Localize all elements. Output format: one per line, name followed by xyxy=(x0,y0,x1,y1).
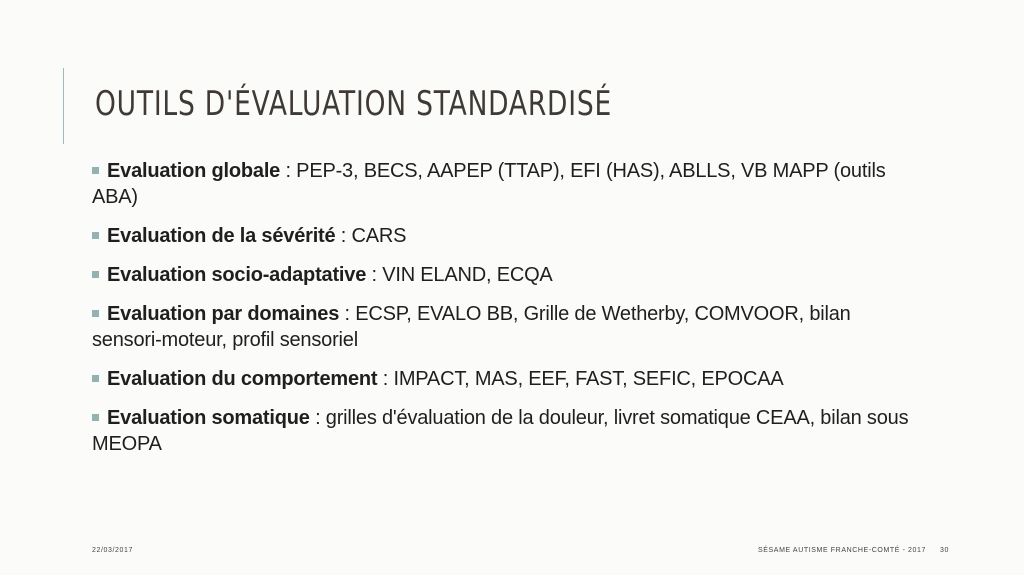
bullet-square-icon xyxy=(92,310,99,317)
bullet-item xyxy=(92,262,922,288)
footer-organization: SÉSAME AUTISME FRANCHE-COMTÉ - 2017 xyxy=(758,547,927,554)
bullet-item xyxy=(92,158,922,210)
bullet-square-icon xyxy=(92,375,99,382)
bullet-item xyxy=(92,366,922,392)
bullet-text: : PEP-3, BECS, AAPEP (TTAP), EFI (HAS), ABLLS, VB MAPP (outils ABA) xyxy=(92,160,886,208)
bullet-term: Evaluation socio-adaptative xyxy=(107,264,367,286)
bullet-text: : VIN ELAND, ECQA xyxy=(366,264,553,286)
bullet-term: Evaluation de la sévérité xyxy=(107,225,336,247)
bullet-term: Evaluation du comportement xyxy=(107,368,378,390)
bullet-term: Evaluation somatique xyxy=(107,407,310,429)
bullet-text: : IMPACT, MAS, EEF, FAST, SEFIC, EPOCAA xyxy=(377,368,784,390)
footer-date: 22/03/2017 xyxy=(92,547,134,554)
bullet-text: : CARS xyxy=(335,225,407,247)
bullet-square-icon xyxy=(92,167,99,174)
bullet-term: Evaluation par domaines xyxy=(107,303,340,325)
bullet-item xyxy=(92,301,922,353)
bullet-list xyxy=(92,158,922,470)
page-number: 30 xyxy=(940,547,950,554)
bullet-square-icon xyxy=(92,271,99,278)
bullet-square-icon xyxy=(92,414,99,421)
bullet-item xyxy=(92,405,922,457)
bullet-term: Evaluation globale xyxy=(107,160,281,182)
bullet-text: : grilles d'évaluation de la douleur, livret somatique CEAA, bilan sous MEOPA xyxy=(92,407,909,455)
slide-title: OUTILS D'ÉVALUATION STANDARDISÉ xyxy=(95,84,613,124)
bullet-text: : ECSP, EVALO BB, Grille de Wetherby, COMVOOR, bilan sensori-moteur, profil sensoriel xyxy=(92,303,851,351)
footer-right xyxy=(758,547,949,554)
title-accent-line xyxy=(63,68,64,144)
bullet-square-icon xyxy=(92,232,99,239)
bullet-item xyxy=(92,223,922,249)
